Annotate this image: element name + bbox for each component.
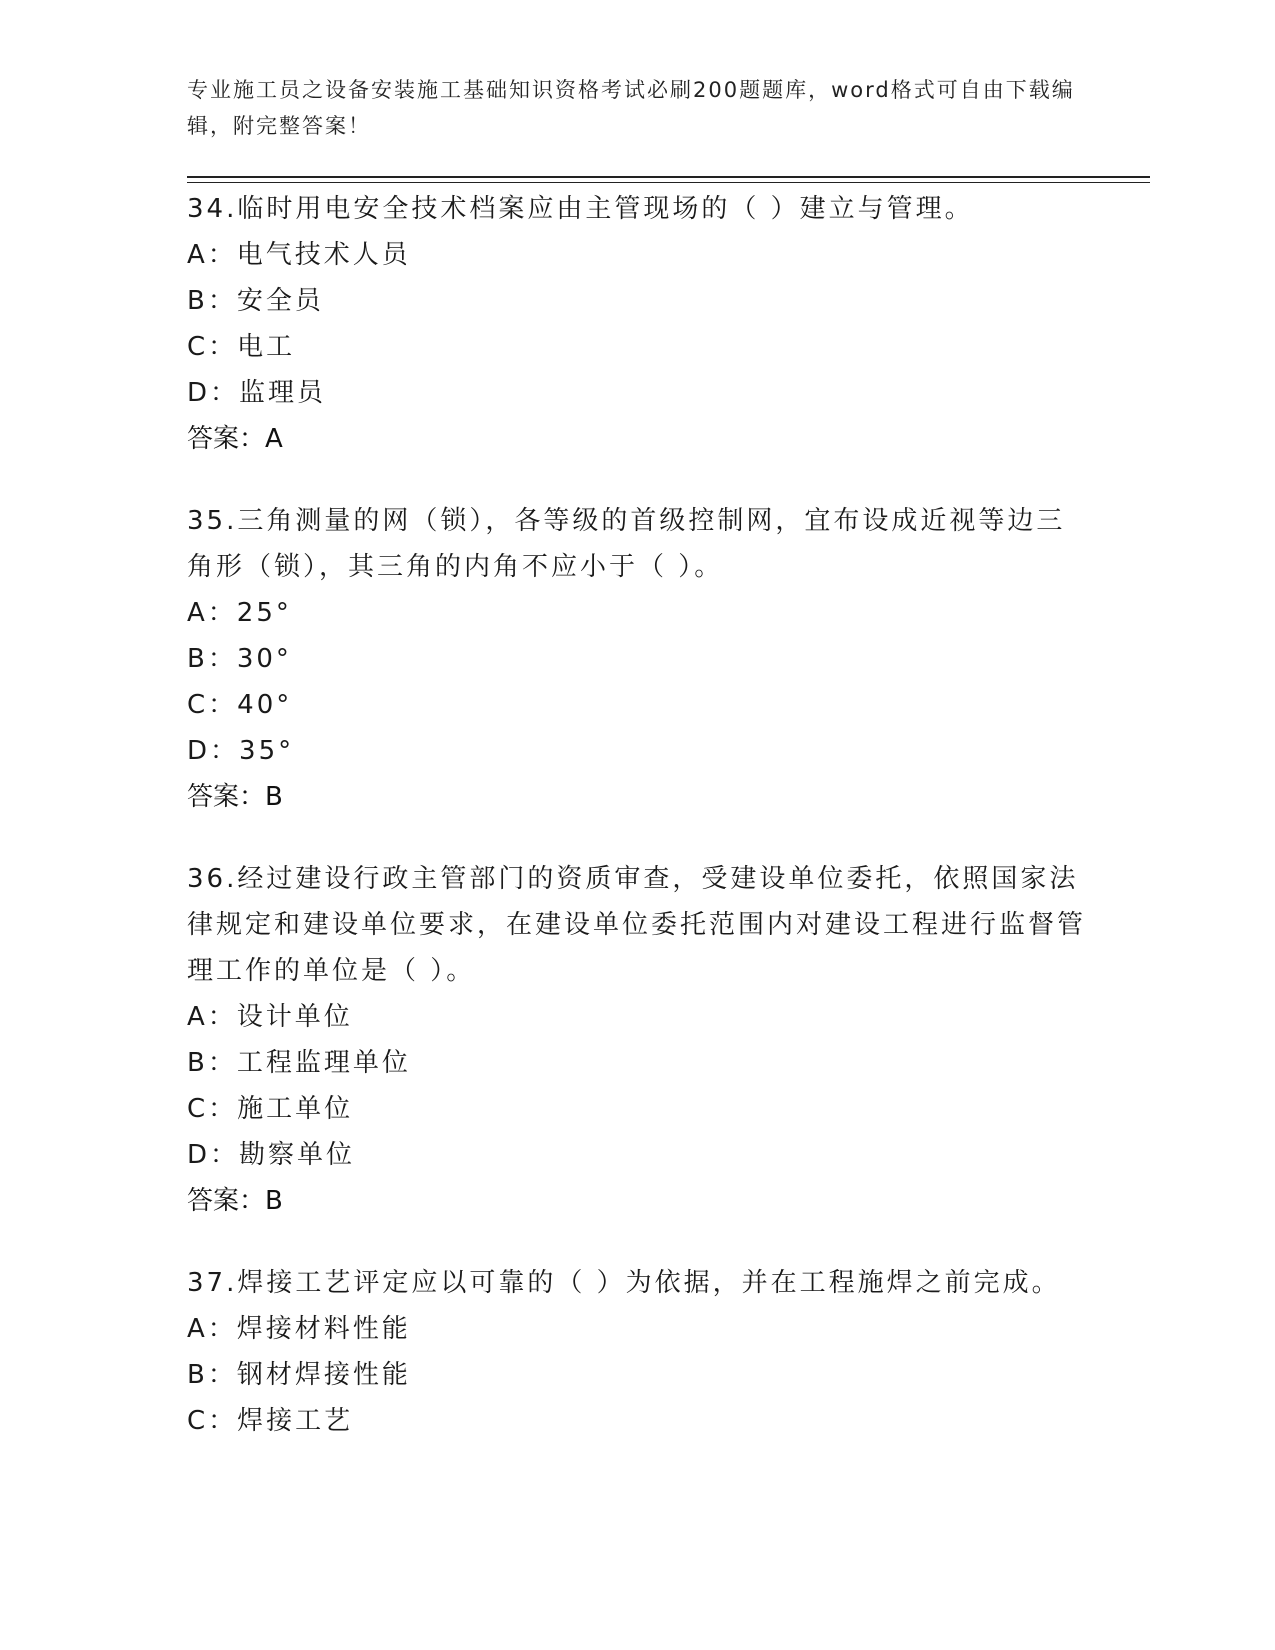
option-c: C：电工 [187,332,296,362]
option-b: B：安全员 [187,286,324,316]
question-text: 34.临时用电安全技术档案应由主管现场的（ ）建立与管理。 [187,194,974,224]
option-a: A：设计单位 [187,1002,353,1032]
option-a: A：焊接材料性能 [187,1314,411,1344]
question-36 [187,856,1087,1224]
option-d: D：35° [187,736,295,766]
answer-line: 答案：A [187,424,283,454]
option-d: D：监理员 [187,378,327,408]
option-c: C：施工单位 [187,1094,354,1124]
question-text: 35.三角测量的网（锁），各等级的首级控制网，宜布设成近视等边三角形（锁），其三角的内角不应小于（ ）。 [187,506,1066,582]
option-d: D：勘察单位 [187,1140,356,1170]
question-text: 36.经过建设行政主管部门的资质审查，受建设单位委托，依照国家法律规定和建设单位要求，在建设单位委托范围内对建设工程进行监督管理工作的单位是（ ）。 [187,864,1087,986]
option-b: B：工程监理单位 [187,1048,411,1078]
header-divider-thin [187,182,1150,183]
option-b: B：钢材焊接性能 [187,1360,411,1390]
option-a: A：25° [187,598,292,628]
question-list [187,186,1087,1480]
question-37 [187,1260,1087,1444]
option-b: B：30° [187,644,292,674]
option-c: C：40° [187,690,293,720]
answer-line: 答案：B [187,782,283,812]
document-header: 专业施工员之设备安装施工基础知识资格考试必刷200题题库，word格式可自由下载编辑，附完整答案！ [187,78,1075,138]
option-a: A：电气技术人员 [187,240,411,270]
answer-line: 答案：B [187,1186,283,1216]
question-35 [187,498,1087,820]
header-divider-thick [187,176,1150,178]
option-c: C：焊接工艺 [187,1406,354,1436]
question-34 [187,186,1087,462]
question-text: 37.焊接工艺评定应以可靠的（ ）为依据，并在工程施焊之前完成。 [187,1268,1061,1298]
